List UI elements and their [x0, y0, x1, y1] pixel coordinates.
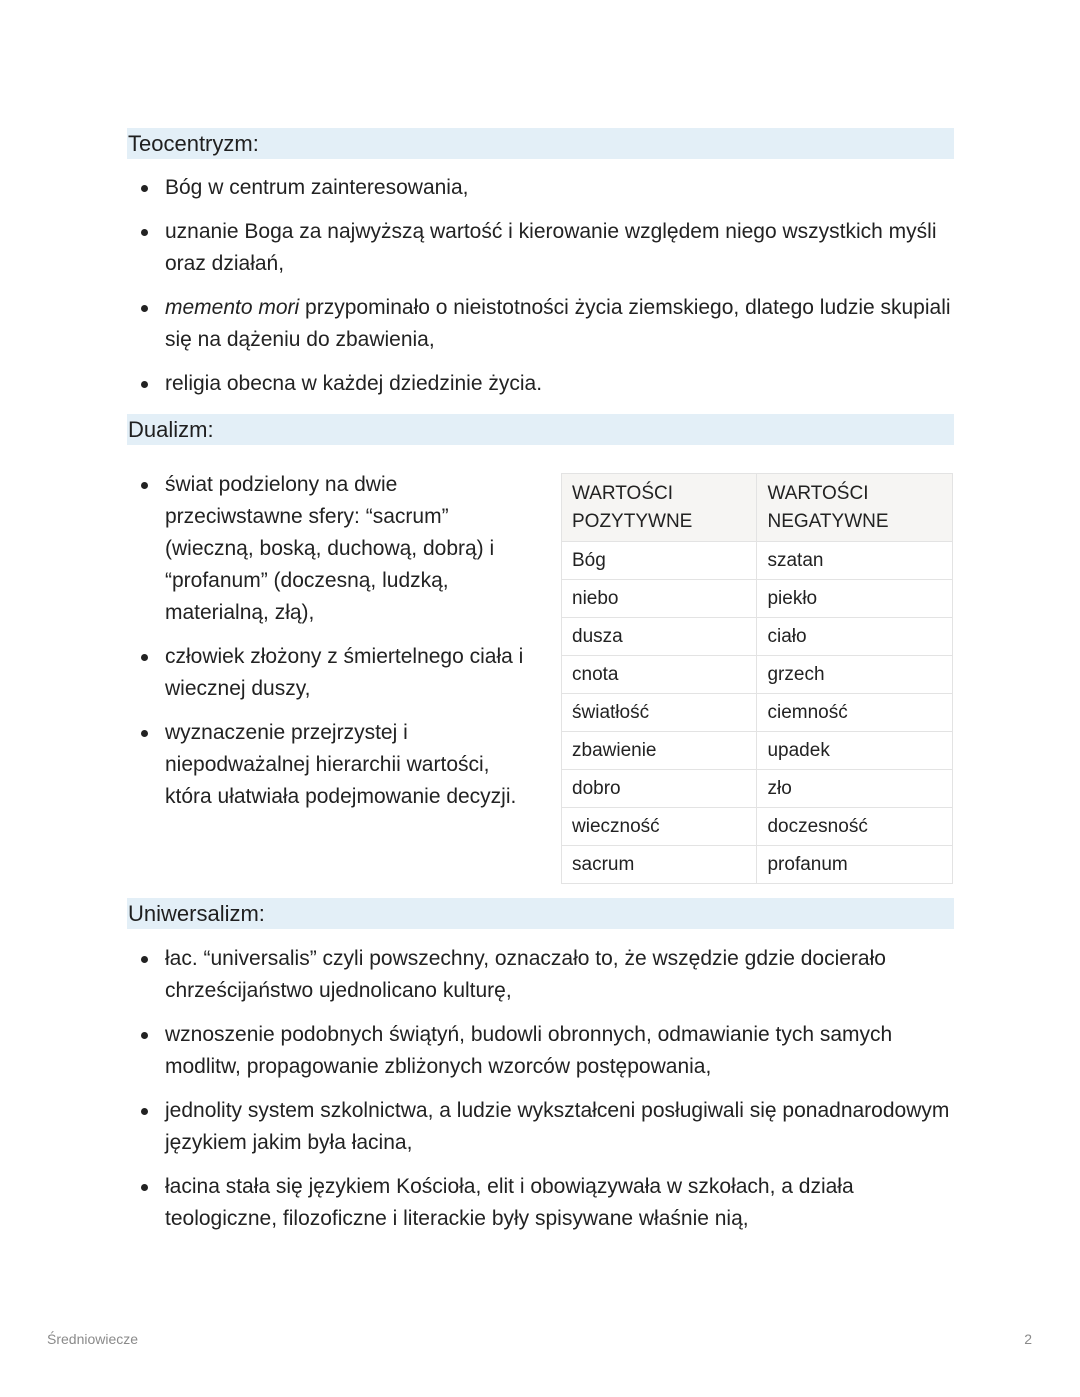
table-cell: profanum: [757, 846, 953, 884]
list-item-text: religia obecna w każdej dziedzinie życia.: [165, 372, 543, 395]
list-item: wyznaczenie przejrzystej i niepodważalnej hierarchii wartości, która ułatwiała podejmowanie decyzji.: [127, 717, 527, 813]
table-row: [562, 656, 953, 694]
table-row: [562, 808, 953, 846]
page-number: 2: [1024, 1331, 1032, 1347]
list-item: [127, 172, 957, 204]
list-item: łacina stała się językiem Kościoła, elit i obowiązywała w szkołach, a działa teologiczne, filozoficzne i literackie były spisywane właśnie nią,: [127, 1171, 957, 1235]
table-row: [562, 770, 953, 808]
header-negative-values: WARTOŚCI NEGATYWNE: [757, 474, 953, 542]
table-cell: szatan: [757, 542, 953, 580]
table-header-row: [562, 474, 953, 542]
list-item: jednolity system szkolnictwa, a ludzie wykształceni posługiwali się ponadnarodowym językiem jakim była łacina,: [127, 1095, 957, 1159]
table-cell: sacrum: [562, 846, 757, 884]
list-item: [127, 216, 957, 280]
table-cell: grzech: [757, 656, 953, 694]
memento-mori-term: memento mori: [165, 296, 300, 319]
footer-document-title: Średniowiecze: [47, 1331, 139, 1347]
table-cell: wieczność: [562, 808, 757, 846]
table-cell: ciało: [757, 618, 953, 656]
section-heading-uniwersalizm: Uniwersalizm:: [127, 898, 954, 929]
table-cell: doczesność: [757, 808, 953, 846]
list-item: człowiek złożony z śmiertelnego ciała i wiecznej duszy,: [127, 641, 527, 705]
table-row: [562, 732, 953, 770]
section-heading-dualizm: Dualizm:: [127, 414, 954, 445]
table-cell: upadek: [757, 732, 953, 770]
table-cell: dusza: [562, 618, 757, 656]
table-row: [562, 542, 953, 580]
table-row: [562, 846, 953, 884]
teocentryzm-list: [127, 172, 957, 400]
list-item: [127, 292, 957, 356]
table-row: [562, 618, 953, 656]
table-cell: światłość: [562, 694, 757, 732]
table-cell: cnota: [562, 656, 757, 694]
table-cell: zbawienie: [562, 732, 757, 770]
table-cell: ciemność: [757, 694, 953, 732]
table-cell: niebo: [562, 580, 757, 618]
list-item: [127, 368, 957, 400]
list-item-text: uznanie Boga za najwyższą wartość i kierowanie względem niego wszystkich myśli oraz działań,: [165, 220, 937, 275]
list-item-text: przypominało o nieistotności życia ziemskiego, dlatego ludzie skupiali się na dążeniu do zbawienia,: [165, 296, 951, 351]
table-cell: Bóg: [562, 542, 757, 580]
list-item: wznoszenie podobnych świątyń, budowli obronnych, odmawianie tych samych modlitw, propagowanie zbliżonych wzorców postępowania,: [127, 1019, 957, 1083]
table-cell: piekło: [757, 580, 953, 618]
header-positive-values: WARTOŚCI POZYTYWNE: [562, 474, 757, 542]
section-heading-teocentryzm: Teocentryzm:: [127, 128, 954, 159]
table-row: [562, 694, 953, 732]
table-row: [562, 580, 953, 618]
list-item: świat podzielony na dwie przeciwstawne sfery: “sacrum” (wieczną, boską, duchową, dobrą) i “profanum” (doczesną, ludzką, materialną, złą),: [127, 469, 527, 629]
dualizm-list: [127, 469, 527, 813]
values-table: [561, 473, 953, 884]
table-cell: zło: [757, 770, 953, 808]
list-item: łac. “universalis” czyli powszechny, oznaczało to, że wszędzie gdzie docierało chrześcijaństwo ujednolicano kulturę,: [127, 943, 957, 1007]
uniwersalizm-list: [127, 943, 957, 1235]
table-cell: dobro: [562, 770, 757, 808]
list-item-text: Bóg w centrum zainteresowania,: [165, 176, 469, 199]
